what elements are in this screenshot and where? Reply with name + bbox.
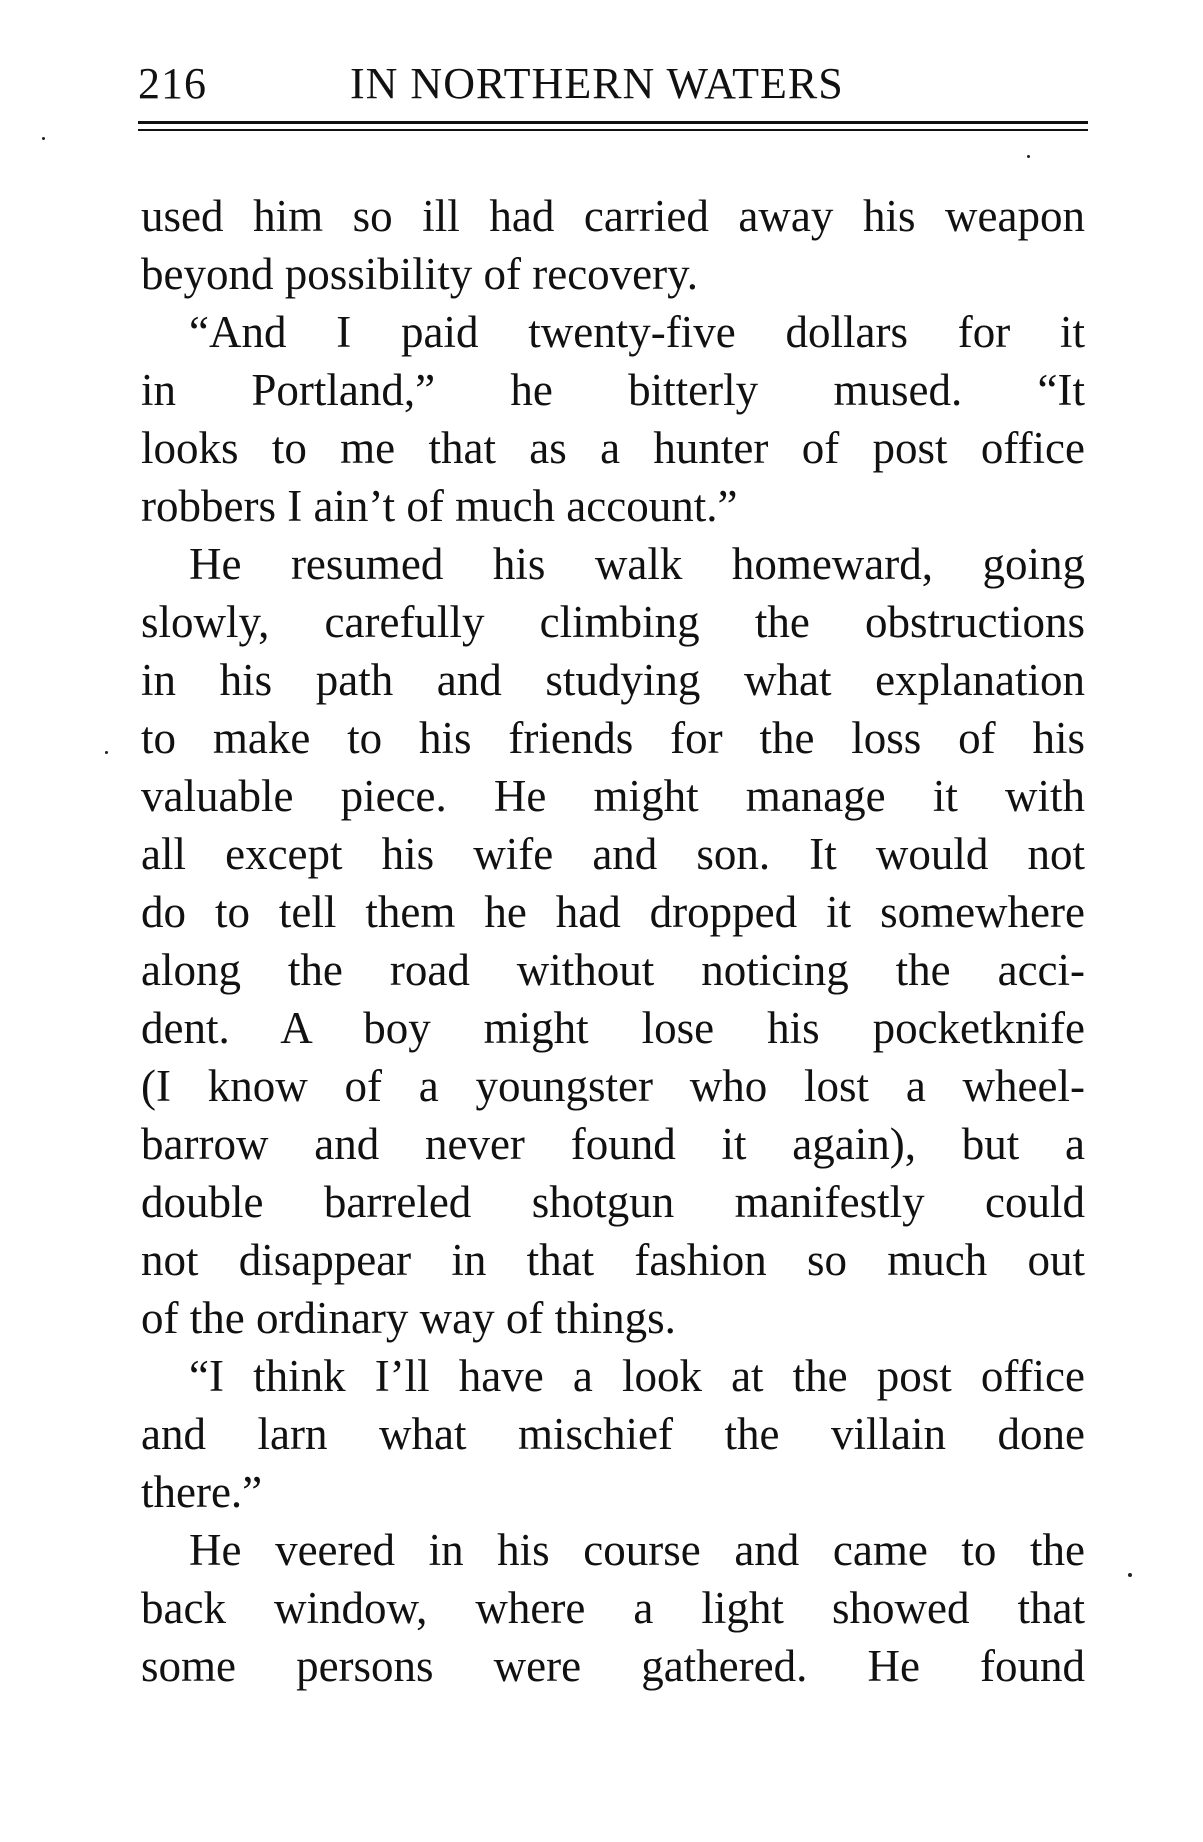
text-line: “And I paid twenty-five dollars for it — [189, 307, 1085, 357]
text-line: do to tell them he had dropped it somewhere — [141, 887, 1085, 937]
text-line: all except his wife and son. It would not — [141, 829, 1085, 879]
text-line: of the ordinary way of things. — [141, 1293, 676, 1343]
text-line: double barreled shotgun manifestly could — [141, 1177, 1085, 1227]
text-line: slowly, carefully climbing the obstructions — [141, 597, 1085, 647]
text-line: some persons were gathered. He found — [141, 1641, 1085, 1691]
text-line: barrow and never found it again), but a — [141, 1119, 1085, 1169]
header-rule-bottom — [138, 129, 1088, 131]
text-line: to make to his friends for the loss of his — [141, 713, 1085, 763]
running-head — [138, 58, 1088, 108]
header-rule-top — [138, 121, 1088, 124]
text-line: (I know of a youngster who lost a wheel- — [141, 1061, 1085, 1111]
text-line: and larn what mischief the villain done — [141, 1409, 1085, 1459]
text-line: not disappear in that fashion so much out — [141, 1235, 1085, 1285]
text-line: back window, where a light showed that — [141, 1583, 1085, 1633]
body-text — [141, 187, 1085, 1695]
text-line: looks to me that as a hunter of post office — [141, 423, 1085, 473]
book-title: IN NORTHERN WATERS — [350, 59, 844, 108]
text-line: robbers I ain’t of much account.” — [141, 481, 738, 531]
text-line: dent. A boy might lose his pocketknife — [141, 1003, 1085, 1053]
text-line: valuable piece. He might manage it with — [141, 771, 1085, 821]
text-line: “I think I’ll have a look at the post office — [189, 1351, 1085, 1401]
text-line: along the road without noticing the acci- — [141, 945, 1085, 995]
text-line: in Portland,” he bitterly mused. “It — [141, 365, 1085, 415]
scan-speck — [1027, 155, 1030, 158]
scan-speck — [105, 751, 108, 754]
text-line: there.” — [141, 1467, 263, 1517]
text-line: beyond possibility of recovery. — [141, 249, 698, 299]
text-line: He veered in his course and came to the — [189, 1525, 1085, 1575]
text-line: He resumed his walk homeward, going — [189, 539, 1085, 589]
page-number: 216 — [138, 59, 207, 108]
text-line: in his path and studying what explanation — [141, 655, 1085, 705]
text-line: used him so ill had carried away his weapon — [141, 191, 1085, 241]
scan-speck — [1128, 1573, 1132, 1577]
scan-speck — [42, 137, 45, 140]
